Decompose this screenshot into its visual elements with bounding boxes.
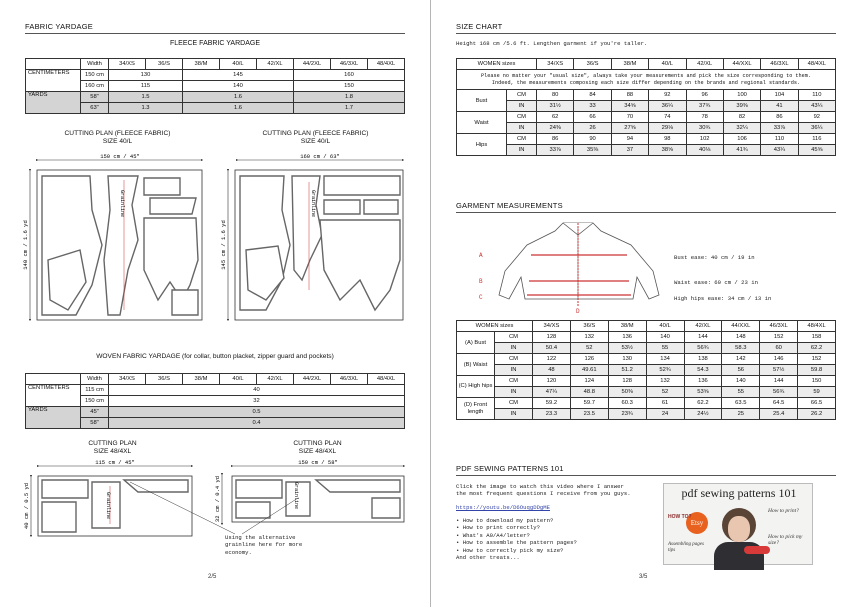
table-row: 58" 0.4: [26, 418, 405, 429]
woven-cutting-plans: [20, 458, 420, 553]
table-header-row: WOMEN sizes 34/XS 36/S 38/M 40/L 42/XL 44/XXL 46/3XL 48/4XL: [457, 59, 836, 70]
cutting-plan-4-title: CUTTING PLAN SIZE 48/4XL: [293, 440, 342, 455]
avatar-face: [728, 516, 750, 542]
table-row: Waist CM 62 66 70 74 78 82 86 92: [457, 112, 836, 123]
pdf-sewing-heading: PDF SEWING PATTERNS 101: [456, 464, 836, 476]
table-row: IN 47¼ 48.8 50⅜ 52 53⅝ 55 56¾ 59: [457, 387, 836, 398]
letter-d: D: [576, 308, 580, 315]
plan-2-width: 160 cm / 63": [300, 153, 340, 160]
table-row: CENTIMETERS 115 cm 40: [26, 385, 405, 396]
woven-yardage-title: WOVEN FABRIC YARDAGE (for collar, button placket, zipper guard and pockets): [96, 353, 334, 360]
garment-measurements-table: [456, 320, 836, 420]
plan-3-width: 115 cm / 45": [95, 459, 135, 466]
page-right: [431, 0, 860, 607]
ease-bust: Bust ease: 40 cm / 19 in: [674, 254, 755, 261]
youtube-link[interactable]: https://youtu.be/D6OuqgDDgME: [456, 504, 550, 511]
cutting-plan-3-title: CUTTING PLAN SIZE 48/4XL: [88, 440, 137, 455]
ease-hips: High hips ease: 34 cm / 13 in: [674, 295, 772, 302]
size-chart-table: [456, 58, 836, 156]
thumbnail-question-4: HOW TO?: [668, 514, 692, 520]
table-row: IN 31½ 33 34⅝ 36¼ 37¾ 39⅜ 41 43¼: [457, 101, 836, 112]
fleece-yardage-table: [25, 58, 405, 114]
thumbnail-question-1: How to print?: [768, 508, 799, 514]
grainline-label: Grainline: [105, 492, 111, 520]
grainline-label: Grainline: [293, 482, 299, 510]
table-row: (A) Bust CM 128 132 136 140 144 148 152 158: [457, 332, 836, 343]
size-chart-heading: SIZE CHART: [456, 22, 836, 34]
pdf-topics-list: • How to download my pattern? • How to print correctly? • What's A0/A4/letter? • How to assemble the pattern pages? • How to correctly pick my size? And other treats...: [456, 517, 577, 562]
letter-c: C: [479, 294, 483, 301]
table-row: 150 cm 32: [26, 396, 405, 407]
table-row: [457, 70, 836, 90]
table-row: IN 48 49.61 51.2 52¾ 54.3 56 57½ 59.8: [457, 365, 836, 376]
table-row: (D) Front length CM 59.2 59.7 60.3 61 62.2 63.5 64.5 66.5: [457, 398, 836, 409]
scissors-icon: [744, 546, 770, 554]
alternative-grainline-note: Using the alternative grainline here for more economy.: [225, 534, 303, 556]
table-header-row: WOMEN sizes 34/XS 36/S 38/M 40/L 42/XL 44/XXL 46/3XL 48/4XL: [457, 321, 836, 332]
letter-a: A: [479, 252, 483, 259]
thumbnail-question-3: Assembling pages tips: [668, 542, 704, 553]
jacket-diagram: [479, 215, 671, 315]
fleece-cutting-plans: [20, 150, 420, 325]
thumbnail-title: pdf sewing patterns 101: [681, 486, 797, 500]
table-row: IN 50.4 52 53½ 55 56¾ 58.3 60 62.2: [457, 343, 836, 354]
size-note: Please no matter your "usual size", always take your measurements and pick the size corresponding to them. Indeed, the measurements composing each size differ depending on the brands and regional standards.: [457, 70, 836, 90]
fabric-yardage-heading: FABRIC YARDAGE: [25, 22, 405, 34]
garment-measurements-heading: GARMENT MEASUREMENTS: [456, 201, 836, 213]
table-header-row: Width 34/XS 36/S 38/M 40/L 42/XL 44/2XL 46/3XL 48/4XL: [26, 374, 405, 385]
page-number-left: 2/5: [208, 574, 217, 580]
letter-b: B: [479, 278, 483, 285]
plan-4-height: 32 cm / 0.4 yd: [214, 475, 221, 523]
plan-1-height: 140 cm / 1.6 yd: [22, 220, 29, 270]
plan-3-height: 40 cm / 0.5 yd: [23, 482, 30, 530]
cutting-plan-1-title: CUTTING PLAN (FLEECE FABRIC) SIZE 40/L: [64, 130, 171, 145]
table-row: 160 cm 115 140 150: [26, 81, 405, 92]
table-row: YARDS 45" 0.5: [26, 407, 405, 418]
ease-waist: Waist ease: 60 cm / 23 in: [674, 279, 758, 286]
woven-yardage-table: [25, 373, 405, 429]
cutting-plan-2-title: CUTTING PLAN (FLEECE FABRIC) SIZE 40/L: [262, 130, 369, 145]
table-row: IN 23.3 23.5 23¾ 24 24½ 25 25.4 26.2: [457, 409, 836, 420]
plan-4-width: 150 cm / 58": [298, 459, 338, 466]
table-row: Bust CM 80 84 88 92 96 100 104 110: [457, 90, 836, 101]
table-row: (C) High hips CM 120 124 128 132 136 140 144 150: [457, 376, 836, 387]
height-note: Height 168 cm /5.6 ft. Lengthen garment if you're taller.: [456, 40, 648, 47]
etsy-badge: Etsy: [686, 512, 708, 534]
pdf-intro: Click the image to watch this video where I answer the most frequent questions I receive from you guys.: [456, 483, 631, 498]
plan-1-width: 150 cm / 45": [100, 153, 140, 160]
fleece-yardage-title: FLEECE FABRIC YARDAGE: [170, 40, 260, 47]
video-thumbnail[interactable]: [663, 483, 813, 565]
grainline-label: Grainline: [310, 190, 316, 218]
table-row: IN 24⅜ 26 27⅝ 29⅛ 30¾ 32¼ 33⅞ 36¼: [457, 123, 836, 134]
table-row: (B) Waist CM 122 126 130 134 138 142 146 152: [457, 354, 836, 365]
table-row: CENTIMETERS 150 cm 130 145 160: [26, 70, 405, 81]
plan-2-height: 145 cm / 1.6 yd: [220, 220, 227, 270]
grainline-label: Grainline: [119, 190, 125, 218]
table-row: 63" 1.3 1.6 1.7: [26, 103, 405, 114]
thumbnail-question-2: How to pick my size?: [768, 534, 803, 546]
page-number-right: 3/5: [639, 574, 648, 580]
table-row: IN 33⅞ 35⅜ 37 38⅝ 40⅛ 41¾ 43¼ 45⅝: [457, 145, 836, 156]
table-row: Hips CM 86 90 94 98 102 106 110 116: [457, 134, 836, 145]
table-header-row: Width 34/XS 36/S 38/M 40/L 42/XL 44/2XL 46/3XL 48/4XL: [26, 59, 405, 70]
table-row: YARDS 58" 1.5 1.6 1.8: [26, 92, 405, 103]
